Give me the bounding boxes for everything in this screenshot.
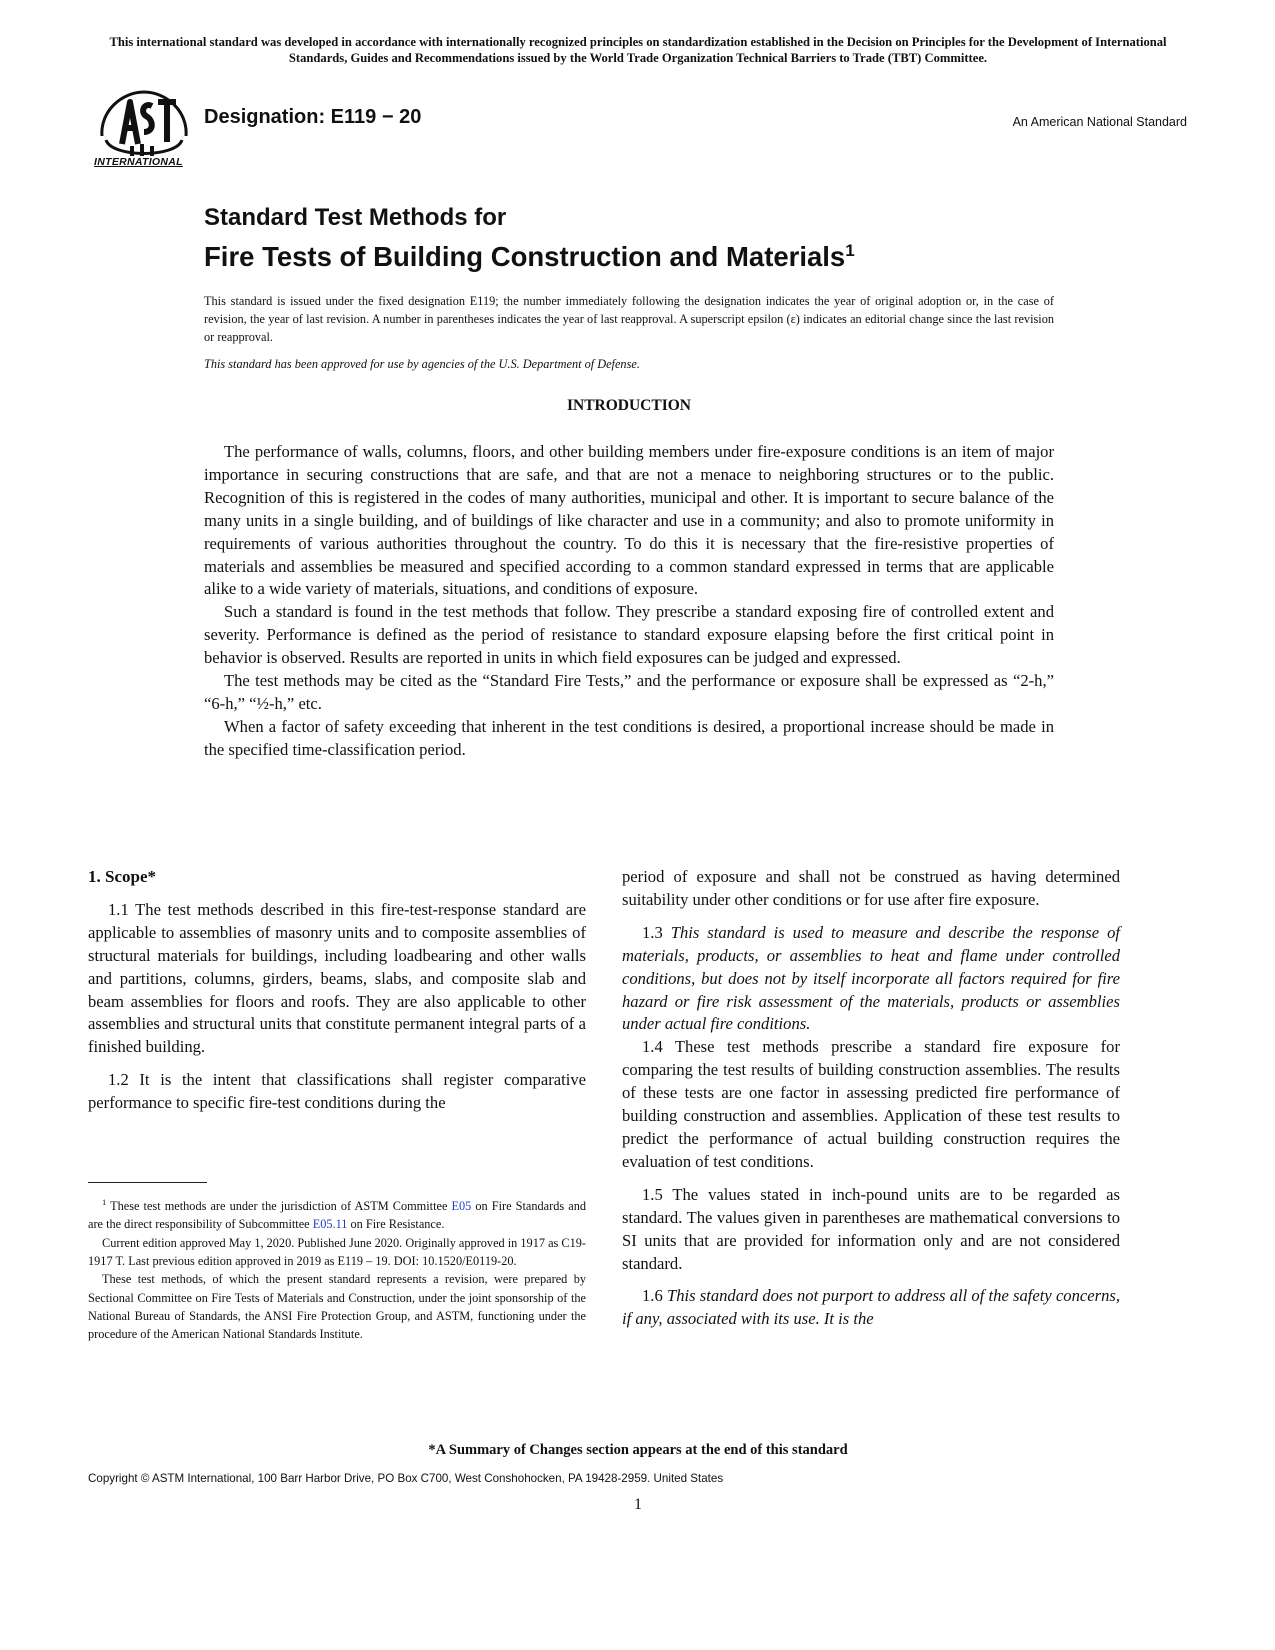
wto-notice: This international standard was developed in accordance with internationally recognized principles on standardization established in the Decision on Principles for the Development of International Standards, Guides and Recommendations issued by the World Trade Organization Technical Barriers to Trade (TBT) Committee. <box>109 35 1167 65</box>
section-1-1: 1.1 The test methods described in this fire-test-response standard are applicable to assemblies of masonry units and to composite assemblies of structural materials for buildings, including loadbearing and other walls and partitions, columns, girders, beams, slabs, and composite slab and beam assemblies for floors and roofs. They are also applicable to other assemblies and structural units that constitute permanent integral parts of a finished building. <box>88 899 586 1057</box>
title-line-1: Standard Test Methods for <box>204 204 507 231</box>
section-1-2-continued: period of exposure and shall not be construed as having determined suitability under other conditions or for use after fire exposure. <box>622 867 1120 909</box>
section-1-5: 1.5 The values stated in inch-pound units are to be regarded as standard. The values given in parentheses are mathematical conversions to SI units that are provided for information only and are not considered standard. <box>622 1184 1120 1273</box>
designation: Designation: E119 − 20 <box>204 106 422 128</box>
intro-paragraph: The test methods may be cited as the “Standard Fire Tests,” and the performance or exposure shall be expressed as “2-h,” “6-h,” “½-h,” etc. <box>204 671 1054 713</box>
issuance-note: This standard is issued under the fixed designation E119; the number immediately following the designation indicates the year of original adoption or, in the case of revision, the year of last revision. A number in parentheses indicates the year of last reapproval. A superscript epsilon (ε) indicates an editorial change since the last revision or reapproval. <box>204 294 1054 344</box>
footnote-1-text-b: on Fire Standards and are the direct responsibility of Subcommittee <box>88 1199 587 1232</box>
footnotes <box>88 1193 586 1343</box>
title-footnote-marker: 1 <box>845 241 855 260</box>
footnote-divider <box>88 1182 207 1183</box>
title-line-2 <box>204 234 1104 274</box>
subcommittee-e05-11-link[interactable]: E05.11 <box>312 1217 348 1232</box>
document-title <box>204 202 1104 274</box>
astm-logo <box>92 86 196 176</box>
footnote-1-marker: 1 <box>102 1197 107 1207</box>
section-1-3 <box>622 922 1120 1037</box>
right-column <box>622 866 1120 1331</box>
intro-paragraph: The performance of walls, columns, floors, and other building members under fire-exposure conditions is an item of major importance in securing constructions that are safe, and that are not a menace to neighboring structures or to the public. Recognition of this is registered in the codes of many authorities, municipal and other. It is important to secure balance of the many units in a single building, and of buildings of like character and use in a community; and also to promote uniformity in requirements of various authorities throughout the country. To do this it is necessary that the fire-resistive properties of materials and assemblies be measured and specified according to a common standard expressed in terms that are applicable alike to a wide variety of materials, situations, and conditions of exposure. <box>204 442 1054 599</box>
footnote-edition: Current edition approved May 1, 2020. Published June 2020. Originally approved in 1917 as C19-1917 T. Last previous edition approved in 2019 as E119 – 19. DOI: 10.1520/E0119-20. <box>88 1235 586 1268</box>
footnote-history: These test methods, of which the present standard represents a revision, were prepared by Sectional Committee on Fire Tests of Materials and Construction, under the joint sponsorship of the National Bureau of Standards, the ANSI Fire Protection Group, and ASTM, functioning under the procedure of the American National Standards Institute. <box>88 1272 586 1342</box>
section-1-6 <box>622 1285 1120 1331</box>
title-line-2-text: Fire Tests of Building Construction and Materials <box>204 241 846 272</box>
intro-paragraph: Such a standard is found in the test methods that follow. They prescribe a standard exposing fire of controlled extent and severity. Performance is defined as the period of resistance to standard exposure elapsing before the first critical point in behavior is observed. Results are reported in units in which field exposures can be judged and expressed. <box>204 602 1054 668</box>
introduction-heading: INTRODUCTION <box>566 397 691 414</box>
page-number: 1 <box>634 1496 642 1513</box>
section-1-2: 1.2 It is the intent that classifications shall register comparative performance to specific fire-test conditions during the <box>88 1070 586 1113</box>
dod-approval-note: This standard has been approved for use by agencies of the U.S. Department of Defense. <box>204 357 640 371</box>
section-1-3-number: 1.3 <box>642 922 663 942</box>
footnote-1 <box>88 1193 586 1234</box>
scope-heading: 1. Scope* <box>88 867 156 886</box>
footnote-1-text-a: These test methods are under the jurisdiction of ASTM Committee <box>106 1199 452 1214</box>
logo-wordmark: INTERNATIONAL <box>94 156 183 168</box>
section-1-4: 1.4 These test methods prescribe a standard fire exposure for comparing the test results of building construction assemblies. The results of these tests are one factor in assessing predicted fire performance of building construction and assemblies. Application of these test results to predict the performance of actual building construction requires the evaluation of test conditions. <box>622 1037 1120 1171</box>
introduction-body <box>204 441 1054 762</box>
intro-paragraph: When a factor of safety exceeding that inherent in the test conditions is desired, a proportional increase should be made in the specified time-classification period. <box>204 716 1054 759</box>
left-column <box>88 866 586 1115</box>
section-1-6-text: This standard does not purport to address all of the safety concerns, if any, associated with its use. It is the <box>622 1286 1120 1329</box>
american-national-standard-label: An American National Standard <box>1012 115 1187 129</box>
section-1-3-text: This standard is used to measure and describe the response of materials, products, or assemblies to heat and flame under controlled conditions, but does not by itself incorporate all factors required for fire hazard or fire risk assessment of the materials, products or assemblies under actual fire conditions. <box>622 922 1120 1034</box>
summary-of-changes-note: *A Summary of Changes section appears at the end of this standard <box>428 1442 848 1458</box>
footnote-1-text-c: on Fire Resistance. <box>347 1217 445 1232</box>
committee-e05-link[interactable]: E05 <box>451 1199 472 1214</box>
copyright-line: Copyright © ASTM International, 100 Barr Harbor Drive, PO Box C700, West Conshohocken, PA 19428-2959. United States <box>88 1472 724 1485</box>
section-1-6-number: 1.6 <box>642 1286 663 1306</box>
